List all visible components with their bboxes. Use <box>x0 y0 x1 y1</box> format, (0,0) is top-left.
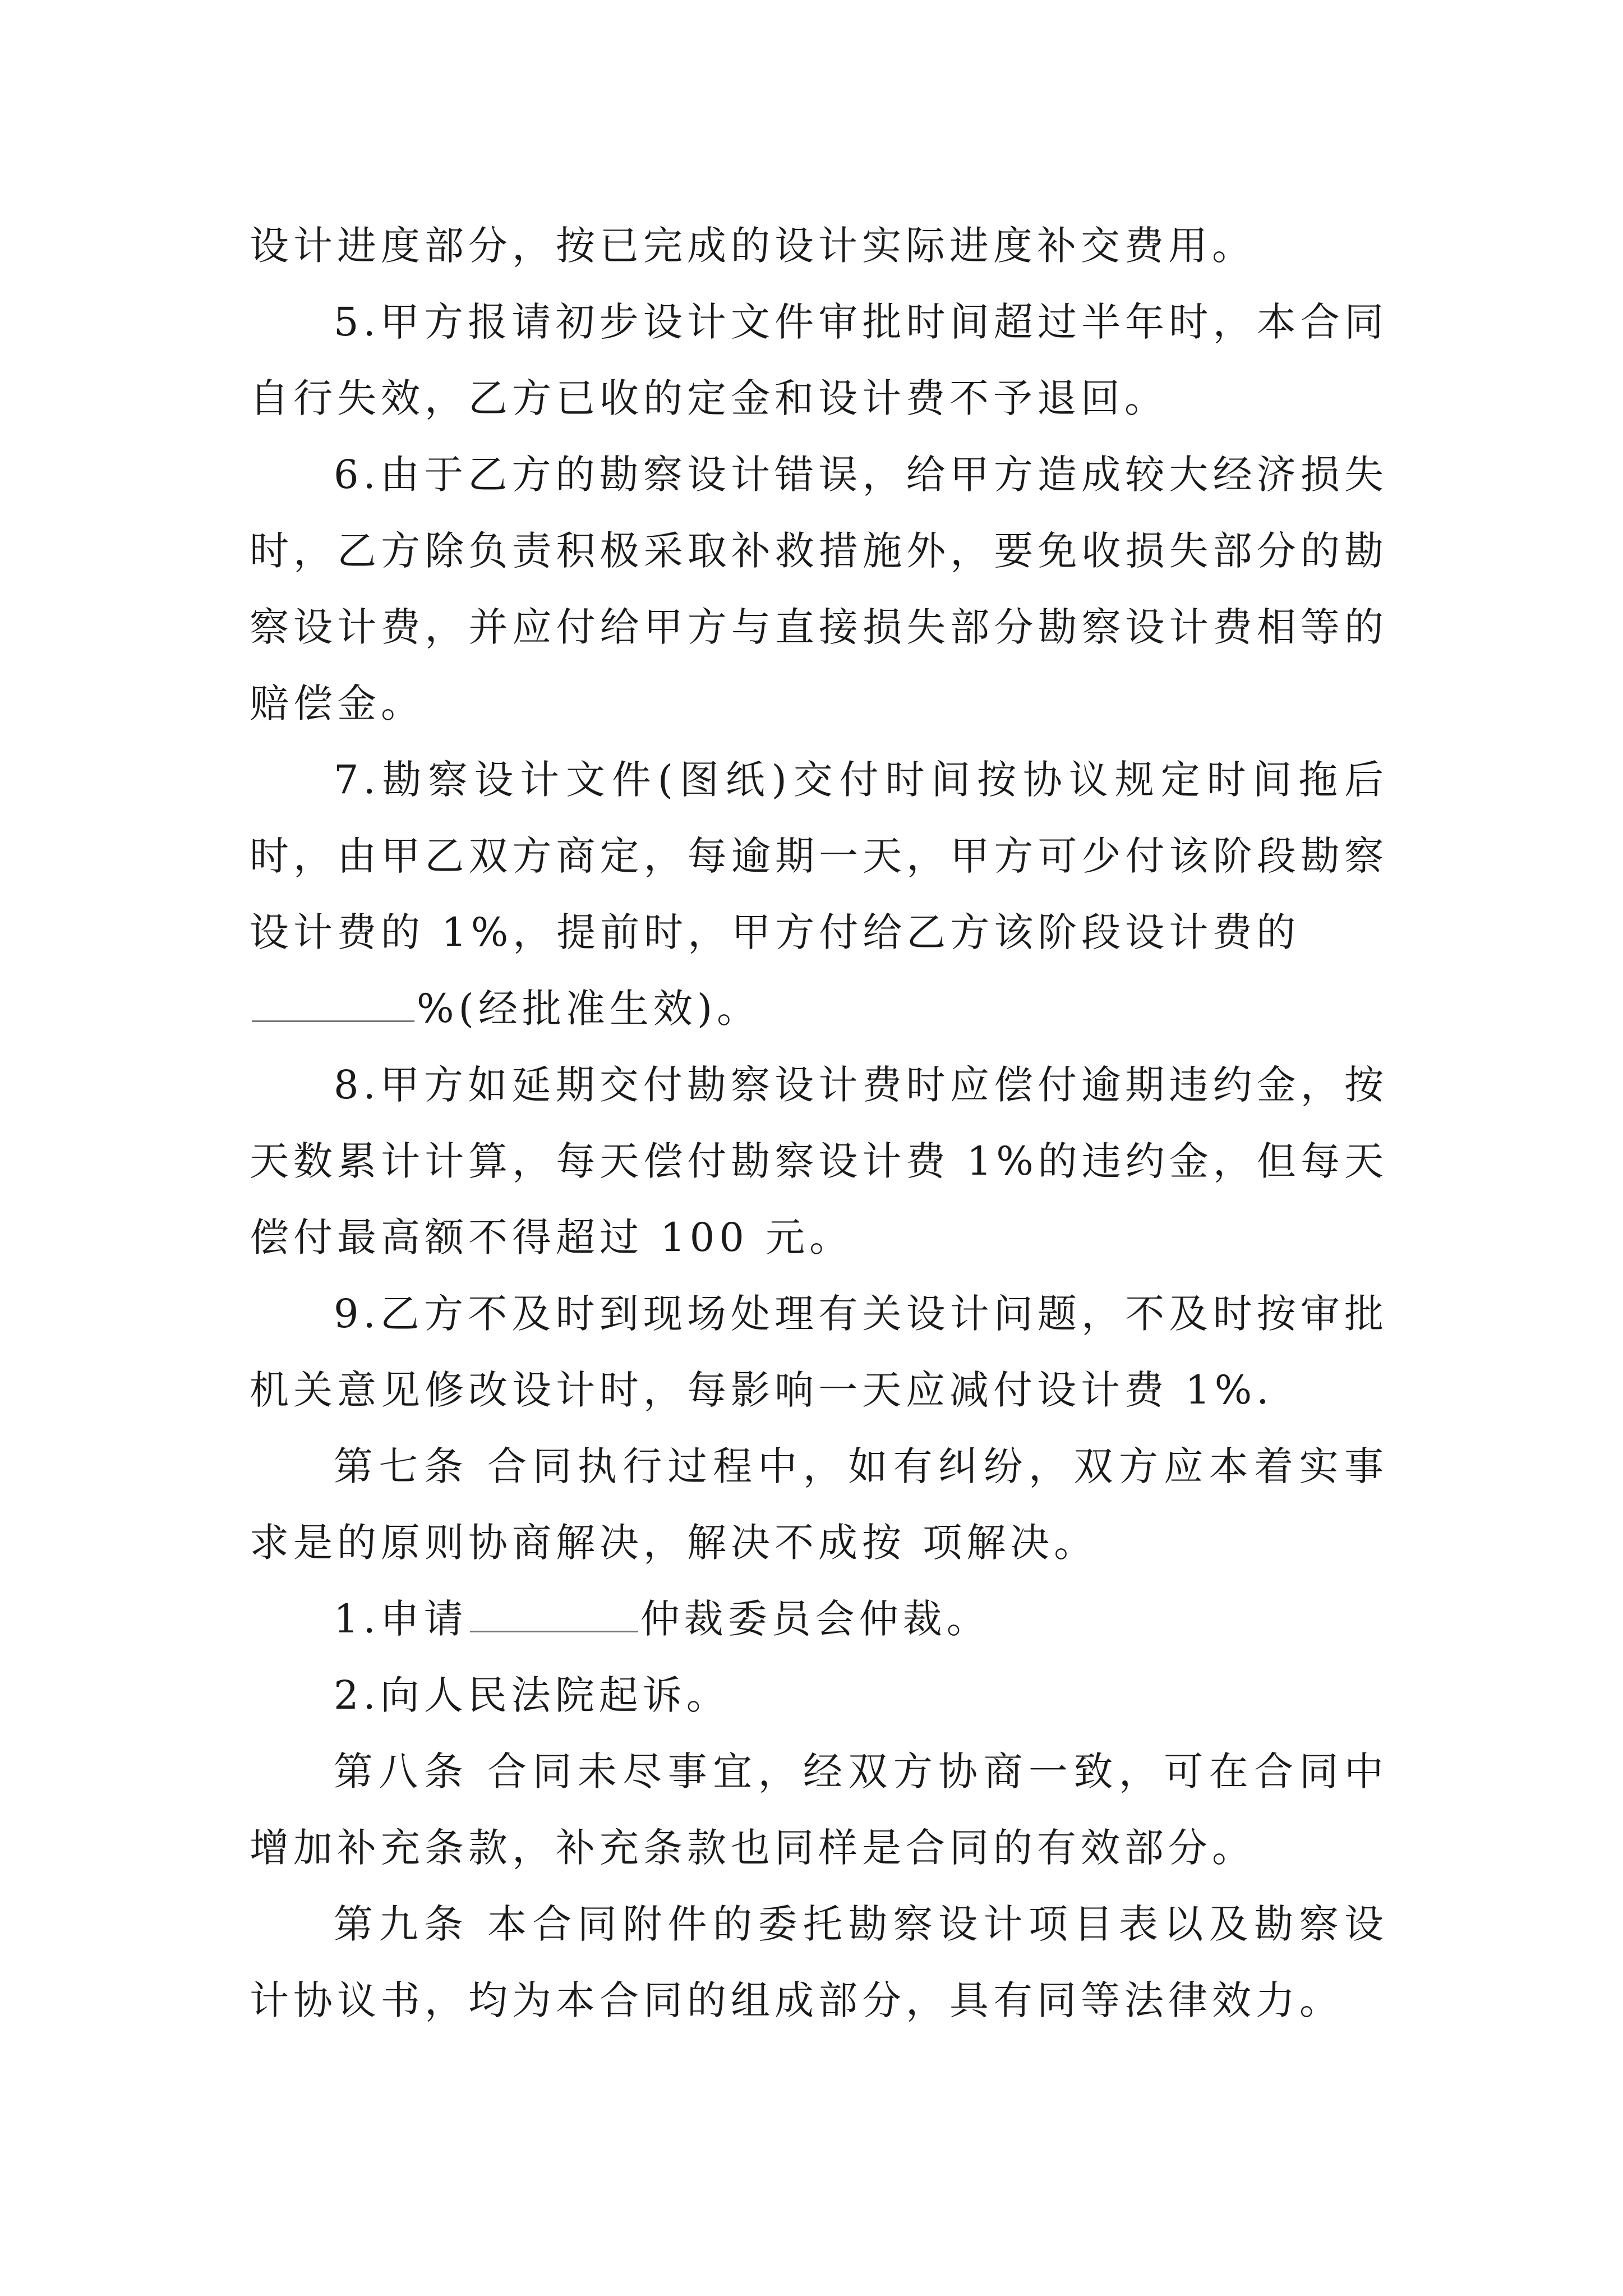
paragraph-article-7: 第七条 合同执行过程中，如有纠纷，双方应本着实事求是的原则协商解决，解决不成按 项解决。 <box>250 1443 1388 1566</box>
paragraph-arbitration <box>250 1581 1388 1657</box>
paragraph-clause-5: 5.甲方报请初步设计文件审批时间超过半年时，本合同自行失效，乙方已收的定金和设计费不予退回。 <box>250 299 1388 421</box>
blank-line <box>252 987 414 1022</box>
clause-7-text-end: %(经批准生效)。 <box>417 986 761 1032</box>
arbitration-text-end: 仲裁委员会仲裁。 <box>640 1596 990 1642</box>
blank-line <box>470 1597 638 1632</box>
paragraph-clause-7 <box>250 742 1388 1047</box>
paragraph-court: 2.向人民法院起诉。 <box>334 1672 730 1718</box>
paragraph-article-8: 第八条 合同未尽事宜，经双方协商一致，可在合同中增加补充条款，补充条款也同样是合同的有效部分。 <box>250 1749 1388 1871</box>
clause-7-text: 7.勘察设计文件(图纸)交付时间按协议规定时间拖后时，由甲乙双方商定，每逾期一天，甲方可少付该阶段勘察设计费的 1%，提前时，甲方付给乙方该阶段设计费的 <box>250 757 1388 955</box>
document-body <box>250 208 1388 2039</box>
arbitration-text-start: 1.申请 <box>334 1596 468 1642</box>
paragraph-clause-6: 6.由于乙方的勘察设计错误，给甲方造成较大经济损失时，乙方除负责积极采取补救措施外，要免收损失部分的勘察设计费，并应付给甲方与直接损失部分勘察设计费相等的赔偿金。 <box>250 452 1388 726</box>
paragraph-clause-8: 8.甲方如延期交付勘察设计费时应偿付逾期违约金，按天数累计计算，每天偿付勘察设计费 1%的违约金，但每天偿付最高额不得超过 100 元。 <box>250 1062 1388 1260</box>
paragraph-article-9: 第九条 本合同附件的委托勘察设计项目表以及勘察设计协议书，均为本合同的组成部分，具有同等法律效力。 <box>250 1901 1388 2023</box>
paragraph-design-progress: 设计进度部分，按已完成的设计实际进度补交费用。 <box>250 223 1256 269</box>
paragraph-clause-9: 9.乙方不及时到现场处理有关设计问题，不及时按审批机关意见修改设计时，每影响一天应减付设计费 1%. <box>250 1291 1388 1413</box>
